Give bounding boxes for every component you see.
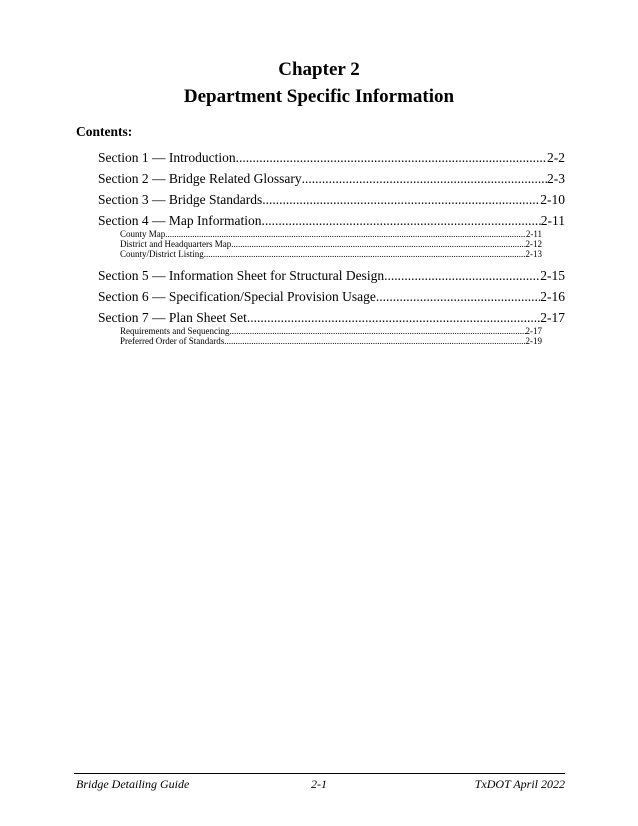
contents-label: Contents: [76,124,133,139]
toc-entry-page: 2-17 [540,310,565,325]
toc-entry-label: Section 1 — Introduction [98,150,236,165]
footer-publisher-date: TxDOT April 2022 [474,777,565,791]
footer-page-number: 2-1 [311,777,327,791]
toc-subentry-label: County/District Listing [120,249,204,259]
toc-subentry[interactable] [98,326,542,336]
toc-subentry[interactable] [98,336,542,346]
toc-subentry-page: 2-17 [525,326,542,336]
toc-entry[interactable] [98,289,565,305]
toc-entry-label: Section 3 — Bridge Standards [98,192,263,207]
toc-section-5 [98,268,565,284]
toc-subentry-label: Preferred Order of Standards [120,336,225,346]
toc-entry-page: 2-2 [547,150,565,165]
toc-entry[interactable] [98,213,565,229]
toc-section-4 [98,213,565,259]
toc-entry-label: Section 5 — Information Sheet for Structural Design [98,268,385,283]
toc-entry-page: 2-3 [547,171,565,186]
toc-entry-label: Section 2 — Bridge Related Glossary [98,171,302,186]
footer-guide-title: Bridge Detailing Guide [76,777,190,791]
toc-section-1 [98,150,565,166]
toc-section-6 [98,289,565,305]
toc-subentry[interactable] [98,239,542,249]
toc-subentry-page: 2-19 [525,336,542,346]
toc-entry[interactable] [98,150,565,166]
toc-entry-page: 2-10 [540,192,565,207]
toc-entry-page: 2-16 [540,289,565,304]
toc-entry-page: 2-11 [540,213,565,228]
chapter-title: Department Specific Information [183,86,455,107]
toc-entry-label: Section 6 — Specification/Special Provision Usage [98,289,376,304]
toc-entry-page: 2-15 [540,268,565,283]
toc-entry[interactable] [98,192,565,208]
toc-subentry-page: 2-13 [525,249,542,259]
toc-subentry-label: County Map [120,229,166,239]
toc-entry-label: Section 7 — Plan Sheet Set [98,310,247,325]
toc-section-7 [98,310,565,346]
footer-rule [74,773,565,774]
toc-section-3 [98,192,565,208]
toc-entry[interactable] [98,268,565,284]
toc-subentry-label: Requirements and Sequencing [120,326,230,336]
toc-subentry[interactable] [98,229,542,239]
toc-entry[interactable] [98,310,565,326]
toc-entry[interactable] [98,171,565,187]
toc-entry-label: Section 4 — Map Information [98,213,262,228]
toc-subentry-page: 2-12 [525,239,542,249]
chapter-number: Chapter 2 [278,59,360,80]
toc-section-2 [98,171,565,187]
toc-subentry-page: 2-11 [525,229,542,239]
toc-subentry[interactable] [98,249,542,259]
toc-subentry-label: District and Headquarters Map [120,239,232,249]
